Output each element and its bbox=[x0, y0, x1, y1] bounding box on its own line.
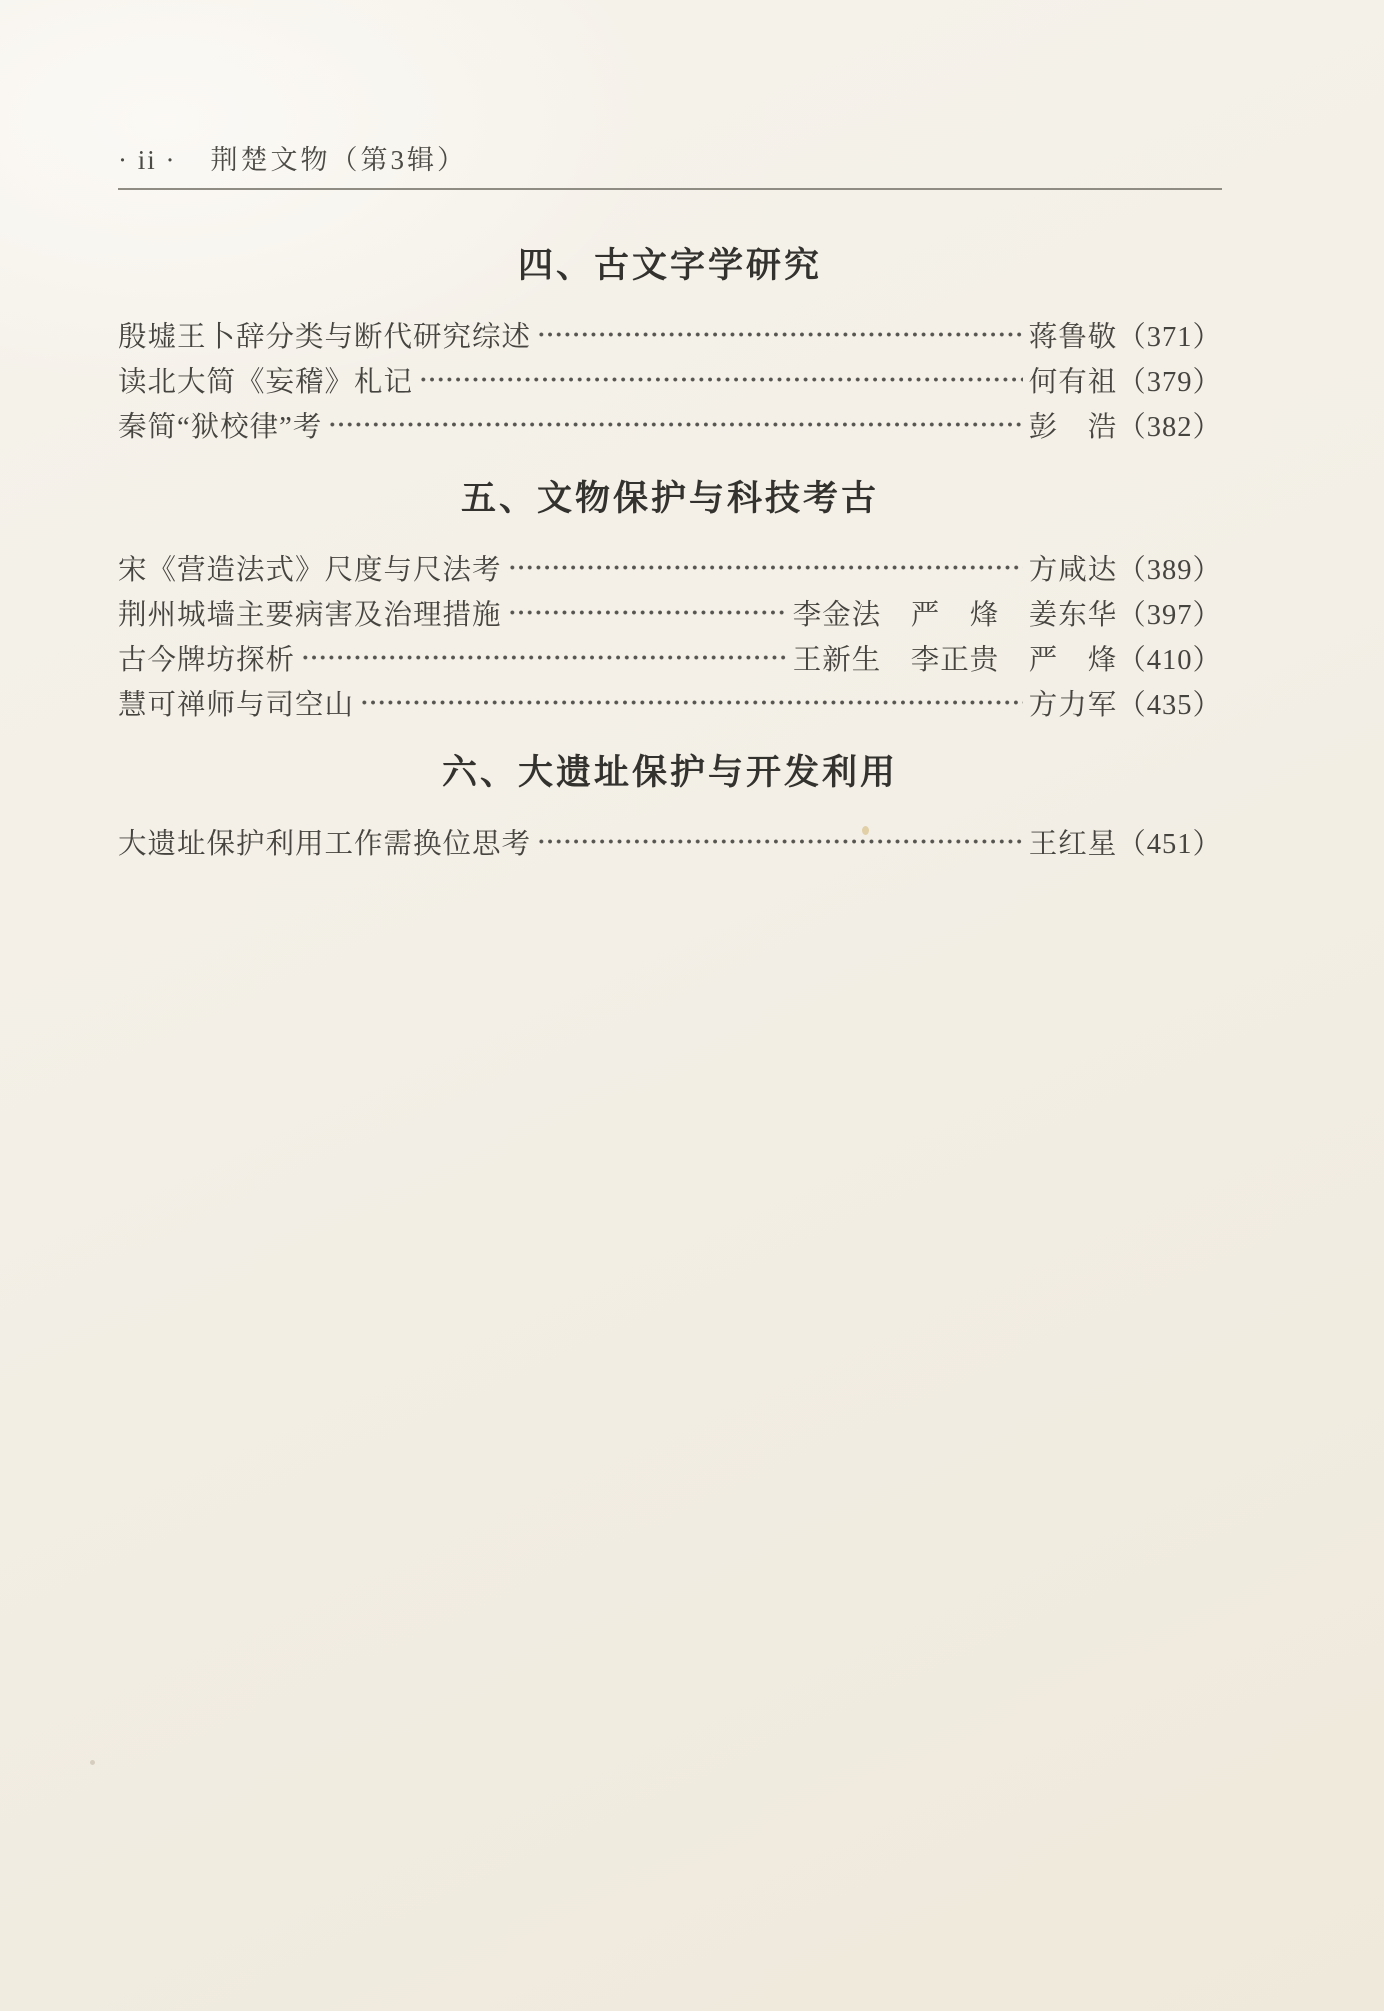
entry-title: 秦简“狱校律”考 bbox=[118, 412, 323, 443]
dot-leader bbox=[358, 680, 1023, 725]
entry-title: 殷墟王卜辞分类与断代研究综述 bbox=[118, 322, 532, 353]
entry-authors: 蒋鲁敬 bbox=[1028, 322, 1118, 353]
entry-title: 古今牌坊探析 bbox=[118, 645, 296, 676]
entry-authors: 李金法 严 烽 姜东华 bbox=[792, 600, 1118, 631]
section-title-5: 五、文物保护与科技考古 bbox=[460, 479, 879, 518]
entry-title: 荆州城墙主要病害及治理措施 bbox=[118, 600, 502, 631]
dot-leader bbox=[417, 357, 1023, 402]
running-header bbox=[118, 142, 1222, 190]
entry-authors: 方力军 bbox=[1028, 690, 1118, 721]
section-4-entries bbox=[118, 312, 1222, 447]
entry-page-number: （397） bbox=[1117, 600, 1222, 631]
entry-authors: 王新生 李正贵 严 烽 bbox=[792, 645, 1118, 676]
dot-leader bbox=[535, 312, 1023, 357]
scan-artifact bbox=[90, 1760, 95, 1765]
entry-authors: 彭 浩 bbox=[1028, 412, 1118, 443]
entry-authors: 何有祖 bbox=[1028, 367, 1118, 398]
section-title-4: 四、古文字学研究 bbox=[517, 246, 822, 285]
dot-leader bbox=[326, 402, 1022, 447]
toc-entry bbox=[118, 357, 1222, 402]
section-title-6: 六、大遗址保护与开发利用 bbox=[441, 753, 898, 792]
section-5-entries bbox=[118, 545, 1222, 725]
section-6-entries bbox=[118, 819, 1222, 864]
page-number-marker: · ii · bbox=[118, 145, 177, 175]
entry-page-number: （435） bbox=[1117, 690, 1222, 721]
entry-title: 宋《营造法式》尺度与尺法考 bbox=[118, 555, 502, 586]
dot-leader bbox=[535, 819, 1023, 864]
toc-entry bbox=[118, 819, 1222, 864]
toc-entry bbox=[118, 545, 1222, 590]
book-title: 荆楚文物（第3辑） bbox=[210, 145, 467, 175]
entry-page-number: （451） bbox=[1117, 829, 1222, 860]
entry-page-number: （371） bbox=[1117, 322, 1222, 353]
toc-entry bbox=[118, 635, 1222, 680]
scanned-page bbox=[0, 0, 1222, 864]
dot-leader bbox=[299, 635, 787, 680]
entry-title: 大遗址保护利用工作需换位思考 bbox=[118, 829, 532, 860]
entry-page-number: （382） bbox=[1117, 412, 1222, 443]
entry-page-number: （379） bbox=[1117, 367, 1222, 398]
entry-title: 慧可禅师与司空山 bbox=[118, 690, 355, 721]
entry-authors: 方咸达 bbox=[1028, 555, 1118, 586]
entry-page-number: （389） bbox=[1117, 555, 1222, 586]
entry-page-number: （410） bbox=[1117, 645, 1222, 676]
dot-leader bbox=[506, 590, 787, 635]
dot-leader bbox=[506, 545, 1023, 590]
toc-entry bbox=[118, 590, 1222, 635]
toc-entry bbox=[118, 680, 1222, 725]
toc-entry bbox=[118, 312, 1222, 357]
toc-entry bbox=[118, 402, 1222, 447]
entry-authors: 王红星 bbox=[1028, 829, 1118, 860]
entry-title: 读北大简《妄稽》札记 bbox=[118, 367, 414, 398]
